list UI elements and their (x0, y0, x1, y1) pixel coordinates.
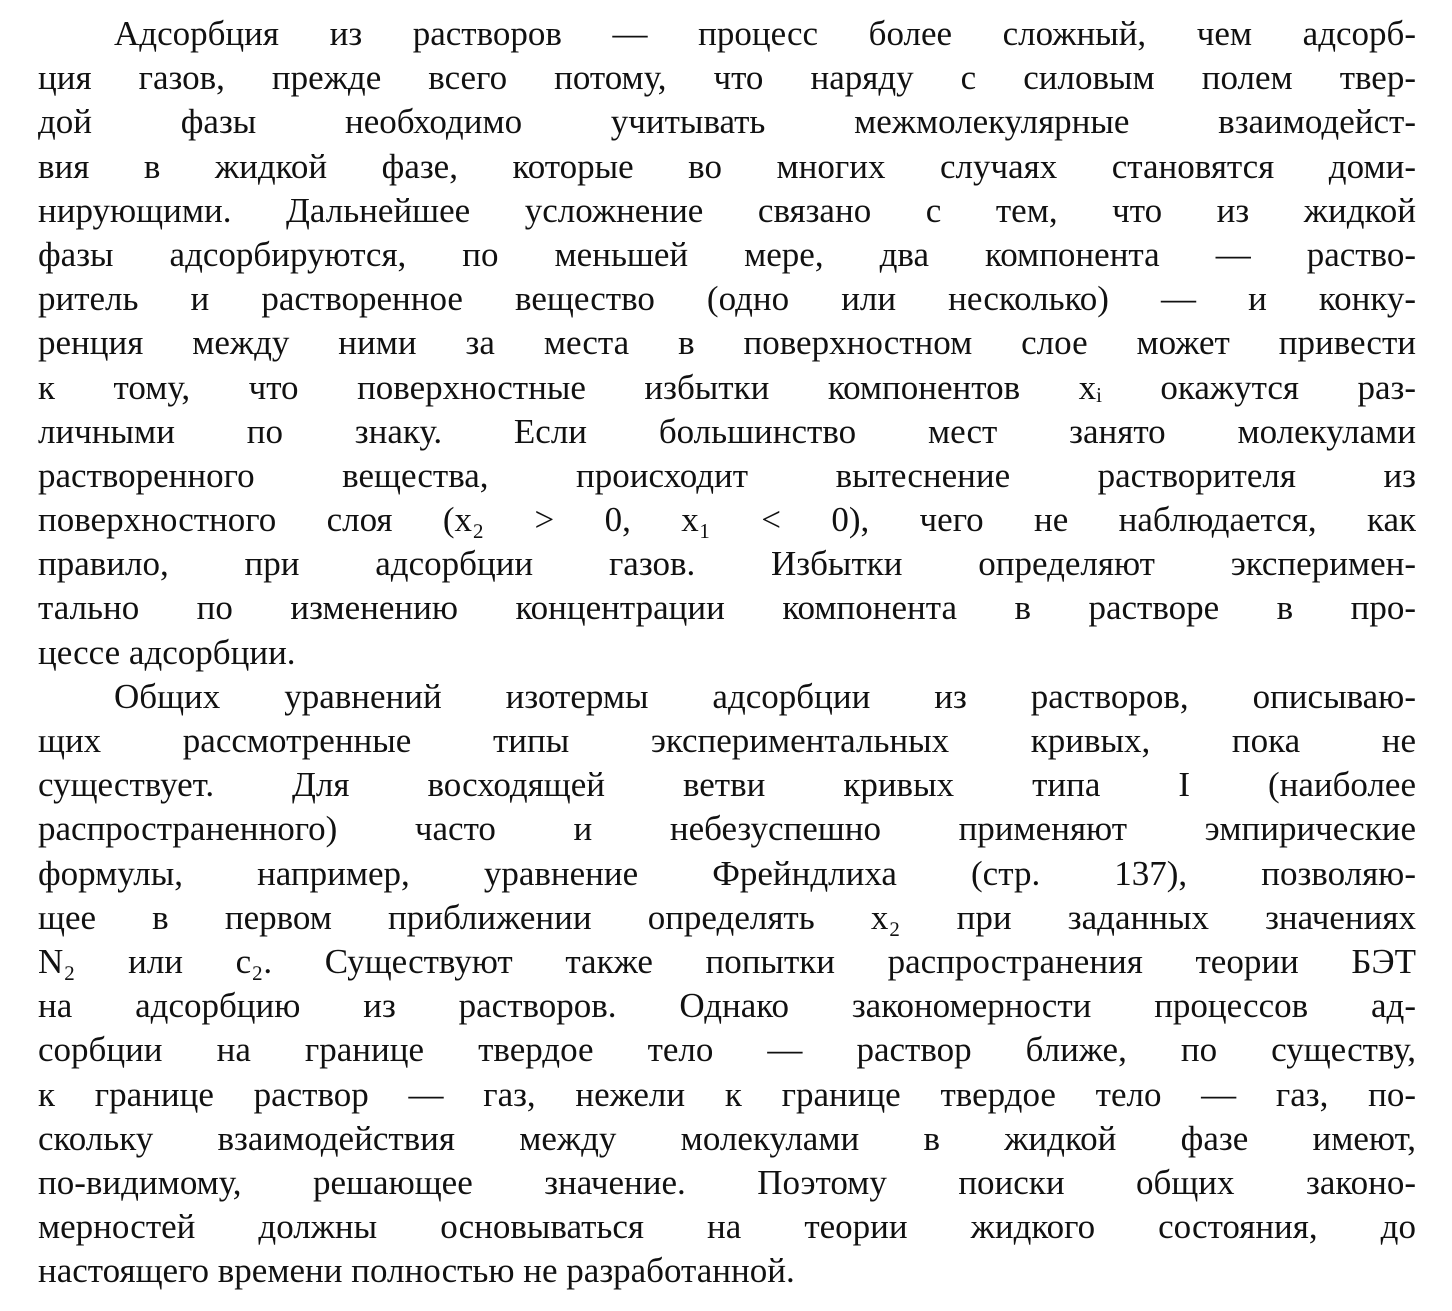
text-line: сорбции на границе твердое тело — раствор ближе, по существу, (38, 1030, 1416, 1070)
text-line: цессе адсорбции. (38, 632, 296, 672)
text-line: личными по знаку. Если большинство мест занято молекулами (38, 411, 1416, 451)
text-line: щих рассмотренные типы экспериментальных кривых, пока не (38, 721, 1416, 760)
text-line: Адсорбция из растворов — процесс более сложный, чем адсорб- (114, 14, 1416, 53)
text-line: дой фазы необходимо учитывать межмолекулярные взаимодейст- (38, 102, 1416, 142)
paragraph-2 (38, 675, 1416, 1294)
text-line: фазы адсорбируются, по меньшей мере, два компонента — раство- (38, 234, 1416, 274)
text-line: растворенного вещества, происходит вытеснение растворителя из (38, 455, 1416, 495)
text-line: поверхностного слоя (x₂ > 0, x₁ < 0), чего не наблюдается, как (38, 500, 1416, 540)
text-line: вия в жидкой фазе, которые во многих случаях становятся доми- (38, 146, 1416, 186)
text-line: существует. Для восходящей ветви кривых типа I (наиболее (38, 765, 1416, 805)
text-line: по-видимому, решающее значение. Поэтому поиски общих законо- (38, 1162, 1416, 1202)
text-line: N₂ или c₂. Существуют также попытки распространения теории БЭТ (38, 941, 1416, 981)
text-line: Общих уравнений изотермы адсорбции из растворов, описываю- (114, 676, 1416, 716)
text-line: мерностей должны основываться на теории жидкого состояния, до (38, 1207, 1416, 1247)
text-line: на адсорбцию из растворов. Однако закономерности процессов ад- (38, 986, 1416, 1026)
text-line: к тому, что поверхностные избытки компонентов xᵢ окажутся раз- (38, 367, 1416, 407)
text-line: правило, при адсорбции газов. Избытки определяют эксперимен- (38, 544, 1416, 584)
text-line: распространенного) часто и небезуспешно применяют эмпирические (38, 809, 1416, 849)
text-line: скольку взаимодействия между молекулами в жидкой фазе имеют, (38, 1118, 1416, 1158)
text-line: настоящего времени полностью не разработанной. (38, 1251, 795, 1291)
document-page (38, 12, 1416, 1293)
text-line: к границе раствор — газ, нежели к границе твердое тело — газ, по- (38, 1074, 1416, 1114)
text-line: ренция между ними за места в поверхностном слое может привести (38, 323, 1416, 363)
text-line: ритель и растворенное вещество (одно или несколько) — и конку- (38, 279, 1416, 319)
text-line: щее в первом приближении определять x₂ при заданных значениях (38, 897, 1416, 937)
text-line: тально по изменению концентрации компонента в растворе в про- (38, 588, 1416, 628)
paragraph-1 (38, 12, 1416, 675)
text-line: ция газов, прежде всего потому, что наряду с силовым полем твер- (38, 58, 1416, 98)
text-line: формулы, например, уравнение Фрейндлиха (стр. 137), позволяю- (38, 853, 1416, 893)
text-line: нирующими. Дальнейшее усложнение связано с тем, что из жидкой (38, 190, 1416, 230)
